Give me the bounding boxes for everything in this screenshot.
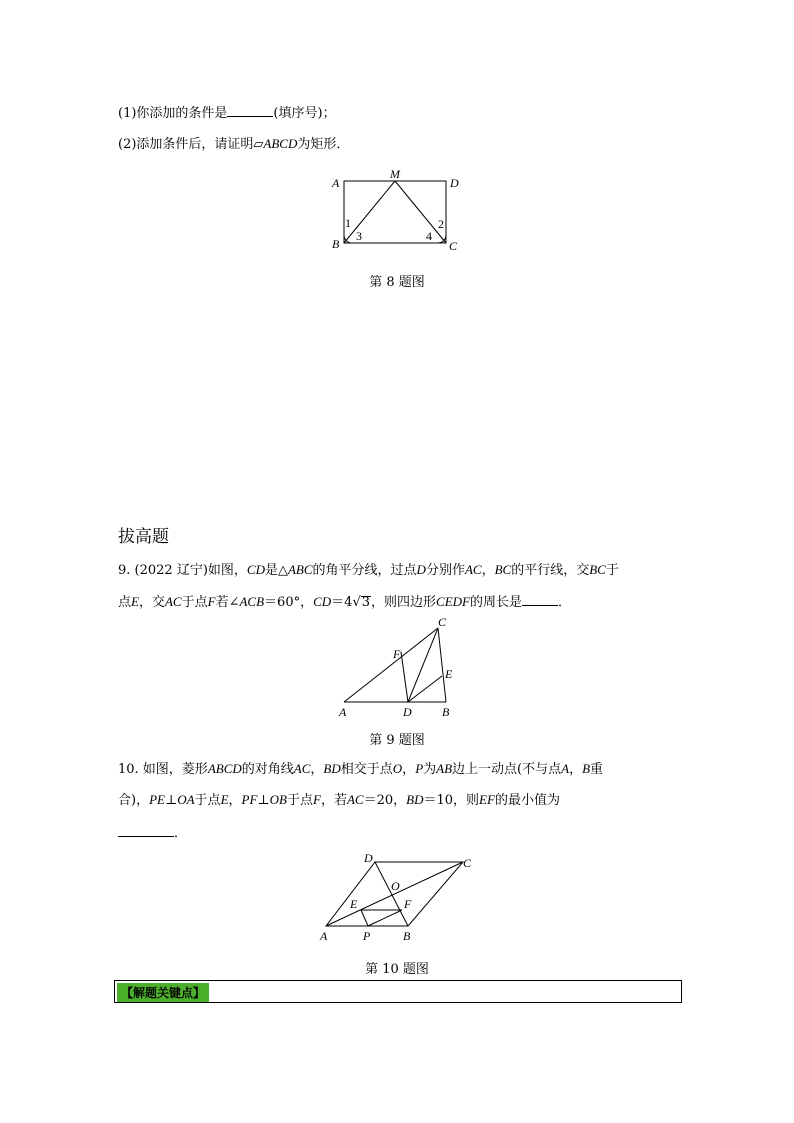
q8-part2-suffix: 为矩形．: [297, 137, 350, 152]
q9-t3: 分别作: [425, 563, 465, 578]
q10-l2c: ，: [228, 793, 242, 808]
q9-cd: CD: [246, 562, 265, 577]
q10-ac: AC: [293, 761, 311, 776]
q8-part1: [118, 104, 336, 122]
fig10-label-a: A: [320, 929, 328, 943]
q9-l2a: 点: [118, 595, 132, 610]
q10-bd: BD: [323, 761, 341, 776]
q9-ac: AC: [464, 562, 482, 577]
q10-l2b: 于点: [194, 793, 221, 808]
q10-b: B: [582, 761, 591, 776]
fig10-diagonal-bd: [375, 862, 408, 926]
q9-l2d: 若∠: [215, 595, 240, 610]
q9-t4: 的平行线，交: [511, 563, 590, 578]
fig8-angle-4: 4: [426, 229, 432, 243]
fig9-line-df: [401, 652, 408, 702]
q9-t5: 于: [605, 563, 619, 578]
q9-end: ．: [558, 595, 572, 610]
q10-l2a: 合)，: [118, 793, 150, 808]
q9-comma: ，: [481, 563, 495, 578]
q10-l1e: ，: [402, 762, 416, 777]
q9-l2c: 于点: [181, 595, 208, 610]
q10-p: P: [415, 761, 424, 776]
q10-l2e: ，若: [320, 793, 347, 808]
q10-l1f: 为: [423, 762, 437, 777]
q9-l2g: ，则四边形: [371, 595, 437, 610]
q9-l2f: ＝4: [331, 595, 353, 610]
q10-line1: [118, 761, 603, 778]
q10-o: O: [392, 761, 403, 776]
q10-l2h: 的最小值为: [494, 793, 560, 808]
q10-answer-blank[interactable]: [118, 824, 174, 837]
fig10-diagonal-ac: [326, 862, 463, 926]
q10-ef: EF: [479, 792, 495, 807]
q10-l1: 10. 如图，菱形: [118, 762, 208, 777]
q9-l2b: ，交: [138, 595, 165, 610]
q10-e: E: [220, 792, 229, 807]
fig8-line-mc: [395, 181, 446, 243]
q9-l2h: 的周长是: [469, 595, 522, 610]
key-points-box: [114, 980, 682, 1003]
q9-cedf: CEDF: [436, 594, 470, 609]
figure-8: [328, 166, 468, 256]
fig8-label-m: M: [390, 167, 400, 181]
q10-l1c: ，: [310, 762, 324, 777]
q9-bc: BC: [494, 562, 512, 577]
fig9-label-c: C: [438, 615, 447, 629]
q10-oa: OA: [177, 792, 195, 807]
fig10-line-pe: [361, 910, 368, 926]
fig9-line-ac: [344, 628, 438, 702]
fig9-label-a: A: [339, 705, 347, 719]
fig9-label-e: E: [445, 667, 453, 681]
q10-ob: OB: [269, 792, 287, 807]
q10-pe: PE: [149, 792, 165, 807]
fig8-angle-3: 3: [356, 229, 362, 243]
q10-pf: PF: [241, 792, 258, 807]
figure-10: [318, 850, 478, 946]
q9-t2: 的角平分线，过点: [312, 563, 417, 578]
q10-ac2: AC: [346, 792, 364, 807]
q10-l2d: 于点: [287, 793, 314, 808]
q10-l1b: 的对角线: [241, 762, 294, 777]
q10-l1h: ，: [569, 762, 583, 777]
q10-l1i: 重: [590, 762, 604, 777]
fig9-label-d: D: [403, 705, 412, 719]
q10-f: F: [313, 792, 321, 807]
q10-l1d: 相交于点: [340, 762, 393, 777]
q10-perp1: ⊥: [164, 793, 178, 808]
q8-part2-text: (2)添加条件后，请证明▱: [118, 137, 264, 152]
fig10-label-c: C: [463, 856, 472, 870]
q10-bd2: BD: [406, 792, 424, 807]
q8-answer-blank[interactable]: [227, 104, 273, 117]
fig8-line-bm: [344, 181, 395, 243]
q10-line3: [118, 824, 187, 842]
fig10-label-o: O: [391, 879, 400, 893]
q9-ac2: AC: [164, 594, 182, 609]
q9-acb: ACB: [239, 594, 265, 609]
fig10-label-e: E: [350, 897, 358, 911]
fig9-line-cb: [438, 628, 446, 702]
fig9-label-f: F: [393, 647, 401, 661]
key-points-label: 【解题关键点】: [117, 983, 209, 1002]
q10-line2: [118, 792, 560, 809]
fig10-line-pf: [368, 910, 402, 926]
q9-f: F: [207, 594, 216, 609]
q10-l2g: ＝10，则: [423, 793, 480, 808]
q10-l1g: 边上一动点(不与点: [452, 762, 562, 777]
fig8-angle-2: 2: [438, 217, 444, 231]
fig8-label-c: C: [449, 239, 458, 253]
q10-a: A: [561, 761, 570, 776]
figure-9: [334, 614, 464, 720]
q9-line2: [118, 593, 571, 611]
q10-abcd: ABCD: [207, 761, 242, 776]
fig10-label-d: D: [364, 851, 373, 865]
fig8-label-a: A: [332, 176, 340, 190]
fig8-label-b: B: [332, 237, 340, 251]
q9-l2e: ＝60°，: [264, 595, 314, 610]
q8-part1-suffix: (填序号)；: [273, 106, 336, 121]
fig10-label-f: F: [404, 897, 412, 911]
q10-l2f: ＝20，: [363, 793, 407, 808]
q9-bc2: BC: [589, 562, 606, 577]
q10-end: ．: [174, 826, 188, 841]
q9-prefix: 9. (2022 辽宁)如图，: [118, 563, 247, 578]
fig10-label-p: P: [363, 929, 371, 943]
q8-part2: [118, 136, 349, 153]
fig9-caption: 第 9 题图: [369, 733, 425, 748]
q9-t1: 是△: [264, 563, 288, 578]
section-title: 拔高题: [118, 527, 169, 547]
fig8-caption: 第 8 题图: [369, 275, 425, 290]
q9-line1: [118, 562, 619, 579]
q10-perp2: ⊥: [257, 793, 270, 808]
fig8-label-d: D: [450, 176, 459, 190]
q9-d: D: [416, 562, 426, 577]
fig10-caption: 第 10 题图: [365, 962, 429, 977]
q9-e: E: [131, 594, 139, 609]
q9-abc: ABC: [287, 562, 313, 577]
q9-answer-blank[interactable]: [522, 593, 558, 606]
q8-part2-abcd: ABCD: [263, 136, 298, 151]
fig9-label-b: B: [442, 705, 450, 719]
fig10-label-b: B: [403, 929, 411, 943]
q9-sqrt-sign: √: [352, 595, 361, 610]
q8-part1-text: (1)你添加的条件是: [118, 106, 228, 121]
fig8-angle-1: 1: [345, 216, 351, 230]
q9-cd2: CD: [313, 594, 332, 609]
q9-sqrt-value: 3: [361, 595, 371, 610]
q10-ab: AB: [436, 761, 453, 776]
